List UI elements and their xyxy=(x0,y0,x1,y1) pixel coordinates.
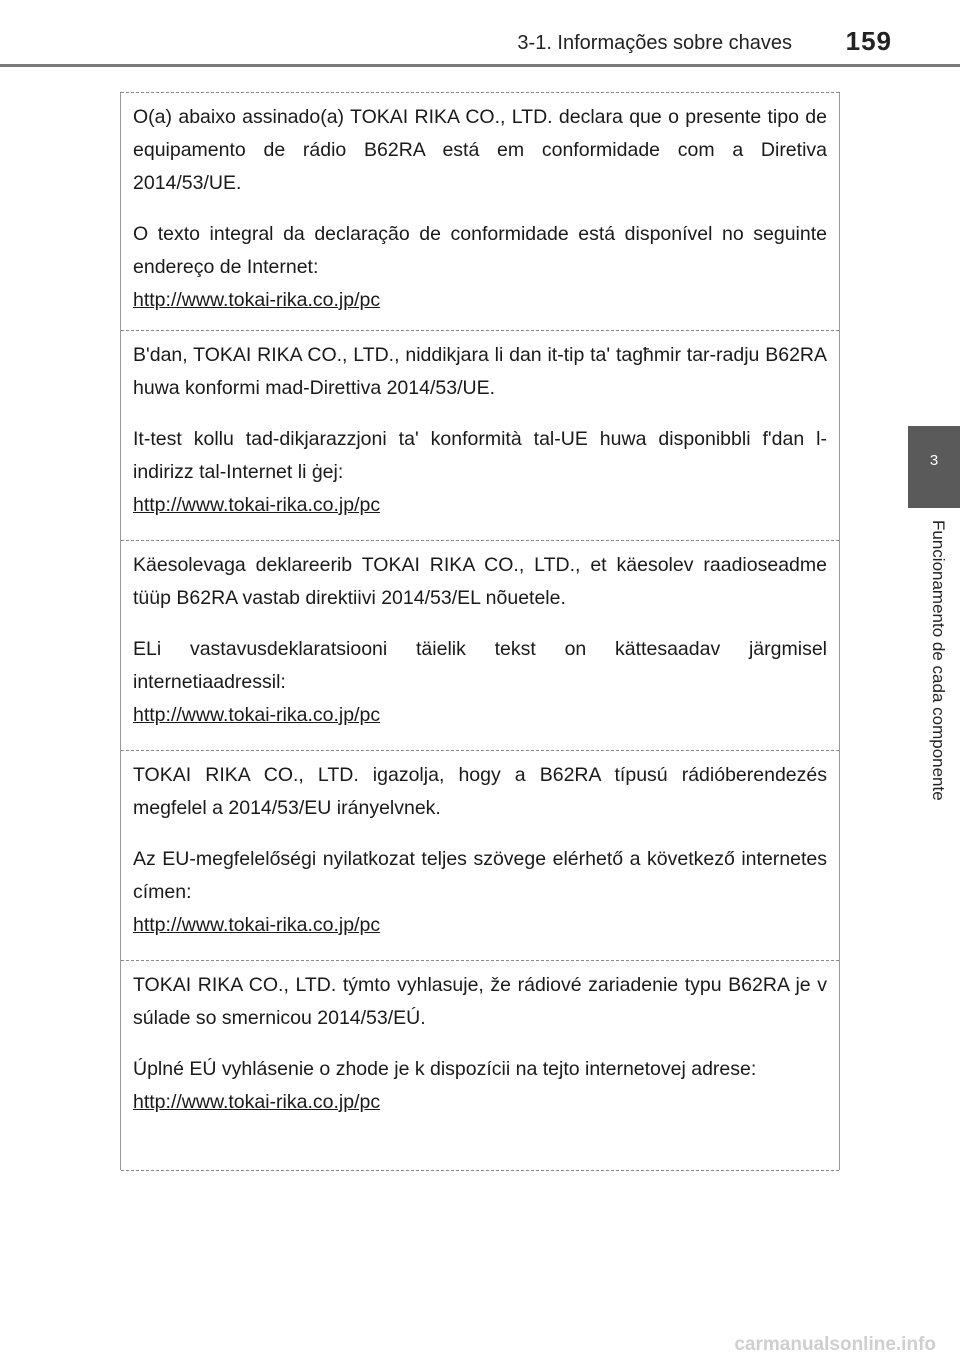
declaration-text: B'dan, TOKAI RIKA CO., LTD., niddikjara li dan it-tip ta' tagħmir tar-radju B62RA huwa konformi mad-Direttiva 2014/53/UE. xyxy=(133,344,827,399)
declaration-entry-sk xyxy=(121,960,839,1171)
declaration-entry-et xyxy=(121,540,839,732)
chapter-label: Funcionamento de cada componente xyxy=(929,520,948,801)
page-header xyxy=(0,0,960,68)
declaration-entry-pt xyxy=(121,92,839,317)
availability-text: Az EU-megfelelőségi nyilatkozat teljes szövege elérhető a következő internetes címen: xyxy=(133,848,827,903)
declaration-entry-hu xyxy=(121,750,839,942)
header-rule xyxy=(0,64,960,67)
declaration-text: TOKAI RIKA CO., LTD. igazolja, hogy a B62RA típusú rádióberendezés megfelel a 2014/53/EU irányelvnek. xyxy=(133,764,827,819)
availability-text: O texto integral da declaração de conformidade está disponível no seguinte endereço de Internet: xyxy=(133,223,827,278)
declaration-link[interactable]: http://www.tokai-rika.co.jp/pc xyxy=(133,494,381,516)
declaration-link[interactable]: http://www.tokai-rika.co.jp/pc xyxy=(133,704,381,726)
availability-text: Úplné EÚ vyhlásenie o zhode je k dispozícii na tejto internetovej adrese: xyxy=(133,1058,757,1080)
declaration-text: TOKAI RIKA CO., LTD. týmto vyhlasuje, že rádiové zariadenie typu B62RA je v súlade so smernicou 2014/53/EÚ. xyxy=(133,974,827,1029)
declaration-text: Käesolevaga deklareerib TOKAI RIKA CO., LTD., et käesolev raadioseadme tüüp B62RA vastab direktiivi 2014/53/EL nõuetele. xyxy=(133,554,827,609)
availability-text: ELi vastavusdeklaratsiooni täielik tekst on kättesaadav järgmisel internetiaadressil: xyxy=(133,638,827,693)
watermark: carmanualsonline.info xyxy=(734,1334,936,1355)
declaration-link[interactable]: http://www.tokai-rika.co.jp/pc xyxy=(133,1091,381,1113)
declaration-link[interactable]: http://www.tokai-rika.co.jp/pc xyxy=(133,289,381,311)
declaration-entry-mt xyxy=(121,330,839,522)
declaration-text: O(a) abaixo assinado(a) TOKAI RIKA CO., LTD. declara que o presente tipo de equipamento de rádio B62RA está em conformidade com a Diretiva 2014/53/UE. xyxy=(133,106,827,194)
chapter-tab[interactable]: 3 xyxy=(908,426,960,508)
section-title: 3-1. Informações sobre chaves xyxy=(517,32,792,54)
availability-text: It-test kollu tad-dikjarazzjoni ta' konformità tal-UE huwa disponibbli f'dan l-indirizz tal-Internet li ġej: xyxy=(133,428,827,483)
page-number: 159 xyxy=(845,26,892,56)
declaration-box xyxy=(120,92,840,1170)
declaration-link[interactable]: http://www.tokai-rika.co.jp/pc xyxy=(133,914,381,936)
